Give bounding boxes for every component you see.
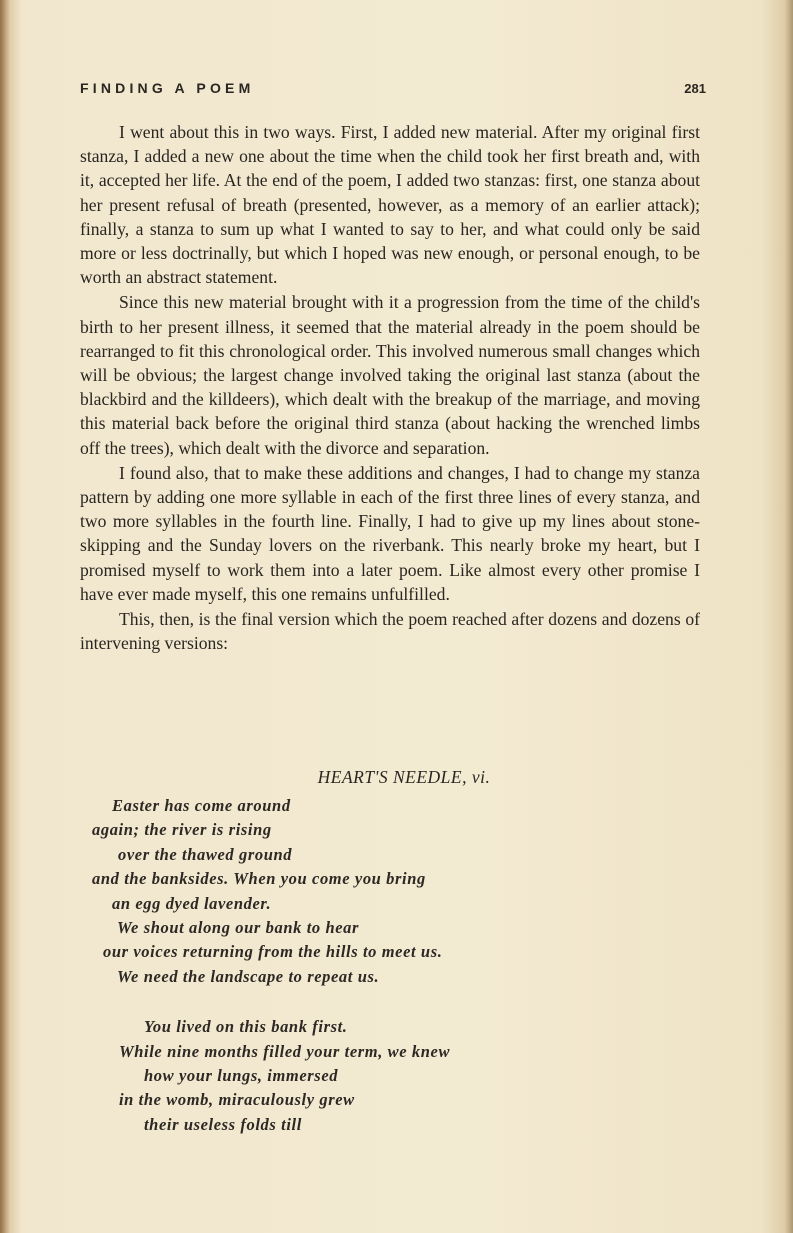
poem-line: in the womb, miraculously grew (119, 1090, 355, 1110)
page-number: 281 (684, 81, 706, 96)
poem-line: an egg dyed lavender. (112, 893, 272, 913)
poem-line: You lived on this bank first. (144, 1017, 348, 1037)
paragraph: I went about this in two ways. First, I added new material. After my original first stanza, I added a new one about the time when the child took her first breath and, with it, accepted her life. At the end of the poem, I added two stanzas: first, one stanza about her present refusal of breath (presented, however, as a memory of an earlier attack); finally, a stanza to sum up what I wanted to say to her, and what could only be said more or less doctrinally, but which I hoped was new enough, or personal enough, to be worth an abstract statement. (80, 122, 700, 288)
poem-line: our voices returning from the hills to meet us. (103, 942, 443, 962)
poem-line: over the thawed ground (118, 844, 293, 864)
poem (80, 794, 706, 1137)
poem-line: and the banksides. When you come you bring (92, 869, 426, 889)
poem-line: We shout along our bank to hear (117, 917, 360, 937)
page-gutter-shadow (0, 0, 10, 1233)
poem-title: HEART'S NEEDLE, vi. (317, 767, 491, 787)
body-text (80, 120, 700, 655)
poem-stanza (80, 1015, 706, 1137)
poem-line: again; the river is rising (92, 820, 272, 840)
paragraph: This, then, is the final version which the poem reached after dozens and dozens of intervening versions: (80, 609, 700, 654)
poem-line: While nine months filled your term, we knew (119, 1041, 451, 1061)
poem-line: Easter has come around (112, 796, 291, 815)
poem-line: how your lungs, immersed (144, 1065, 339, 1085)
poem-stanza (80, 794, 706, 989)
chapter-title: FINDING A POEM (80, 80, 255, 96)
running-head (80, 80, 706, 96)
poem-line: We need the landscape to repeat us. (117, 966, 380, 986)
page-edge-shadow (785, 0, 793, 1233)
paragraph: I found also, that to make these additions and changes, I had to change my stanza pattern by adding one more syllable in each of the first three lines of every stanza, and two more syllables in the fourth line. Finally, I had to give up my lines about stone-skipping and the Sunday lovers on the riverbank. This nearly broke my heart, but I promised myself to work them into a later poem. Like almost every other promise I have ever made myself, this one remains unfulfilled. (80, 462, 700, 604)
poem-line: their useless folds till (144, 1114, 302, 1134)
paragraph: Since this new material brought with it a progression from the time of the child's birth to her present illness, it seemed that the material already in the poem should be rearranged to fit this chronological order. This involved numerous small changes which will be obvious; the largest change involved taking the original last stanza (about the blackbird and the killdeers), which dealt with the breakup of the marriage, and moving this material back before the original third stanza (about hacking the wrenched limbs off the trees), which dealt with the divorce and separation. (80, 292, 700, 458)
